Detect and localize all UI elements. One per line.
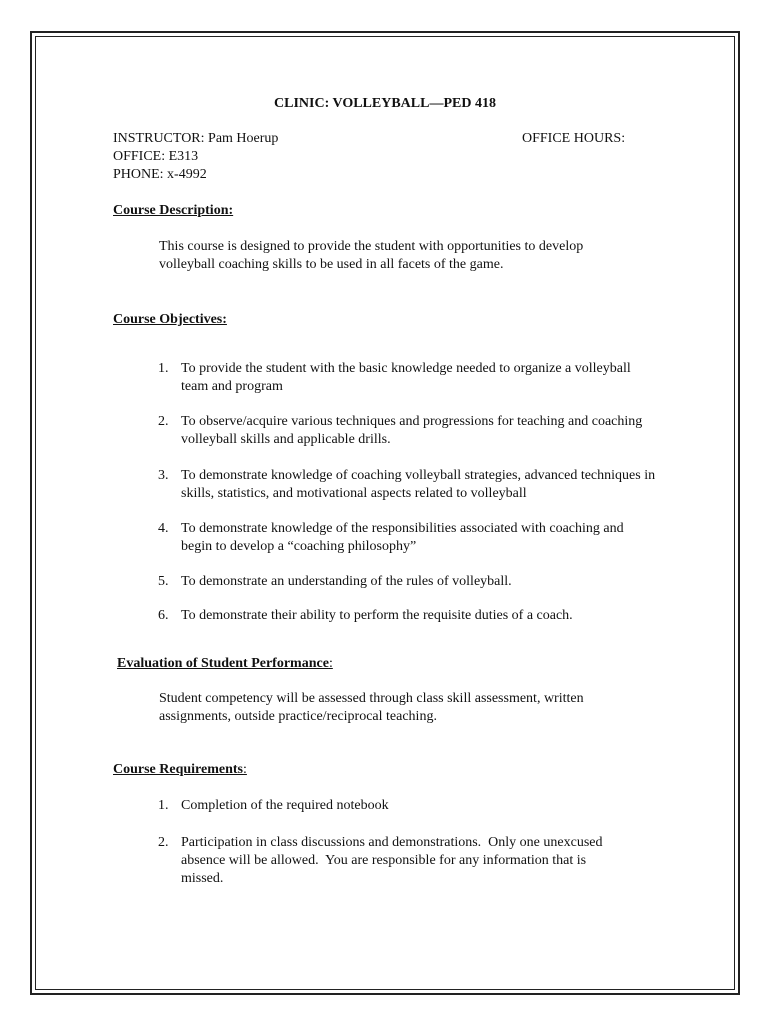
objective-text: To demonstrate their ability to perform the requisite duties of a coach. bbox=[181, 608, 573, 623]
evaluation-text: Student competency will be assessed through class skill assessment, written assignments, outside practice/reciprocal teaching. bbox=[159, 691, 584, 724]
office-line: OFFICE: E313 bbox=[113, 149, 199, 164]
objective-text: To demonstrate an understanding of the rules of volleyball. bbox=[181, 574, 512, 589]
objective-item bbox=[158, 607, 658, 625]
objective-item bbox=[158, 413, 658, 449]
instructor-line: INSTRUCTOR: Pam Hoerup bbox=[113, 131, 279, 146]
course-objectives-heading: Course Objectives: bbox=[113, 312, 227, 327]
requirement-item bbox=[158, 834, 628, 888]
objective-text: To demonstrate knowledge of coaching volleyball strategies, advanced techniques in skills, statistics, and motivational aspects related to volleyball bbox=[181, 468, 656, 501]
objective-text: To provide the student with the basic knowledge needed to organize a volleyball team and program bbox=[181, 361, 631, 394]
evaluation-heading: Evaluation of Student Performance bbox=[117, 656, 329, 671]
phone-line: PHONE: x-4992 bbox=[113, 167, 207, 182]
document-title: CLINIC: VOLLEYBALL—PED 418 bbox=[274, 96, 496, 111]
evaluation-heading-colon: : bbox=[328, 656, 333, 671]
objective-number: 2. bbox=[158, 414, 169, 429]
objective-number: 1. bbox=[158, 361, 169, 376]
requirements-heading-colon: : bbox=[243, 762, 247, 777]
requirements-heading: Course Requirements bbox=[113, 762, 244, 777]
course-description-heading: Course Description: bbox=[113, 203, 234, 218]
objective-number: 5. bbox=[158, 574, 169, 589]
requirement-text: Completion of the required notebook bbox=[181, 798, 389, 813]
evaluation-heading-line bbox=[117, 655, 333, 673]
objective-number: 6. bbox=[158, 608, 169, 623]
objective-item bbox=[158, 467, 658, 503]
requirement-number: 2. bbox=[158, 835, 169, 850]
objective-item bbox=[158, 360, 658, 396]
requirement-item bbox=[158, 797, 658, 815]
requirements-heading-line bbox=[113, 761, 247, 779]
requirement-number: 1. bbox=[158, 798, 169, 813]
objective-item bbox=[158, 520, 658, 556]
objective-item bbox=[158, 573, 658, 591]
course-description-text: This course is designed to provide the student with opportunities to develop volleyball coaching skills to be used in all facets of the game. bbox=[159, 239, 584, 272]
objective-text: To observe/acquire various techniques and progressions for teaching and coaching volleyball skills and applicable drills. bbox=[181, 414, 643, 447]
objective-number: 3. bbox=[158, 468, 169, 483]
office-hours-label: OFFICE HOURS: bbox=[522, 131, 626, 146]
requirement-text: Participation in class discussions and demonstrations. Only one unexcused absence will be allowed. You are responsible for any information that is missed. bbox=[181, 835, 606, 886]
objective-number: 4. bbox=[158, 521, 169, 536]
objective-text: To demonstrate knowledge of the responsibilities associated with coaching and begin to develop a “coaching philosophy” bbox=[181, 521, 624, 554]
